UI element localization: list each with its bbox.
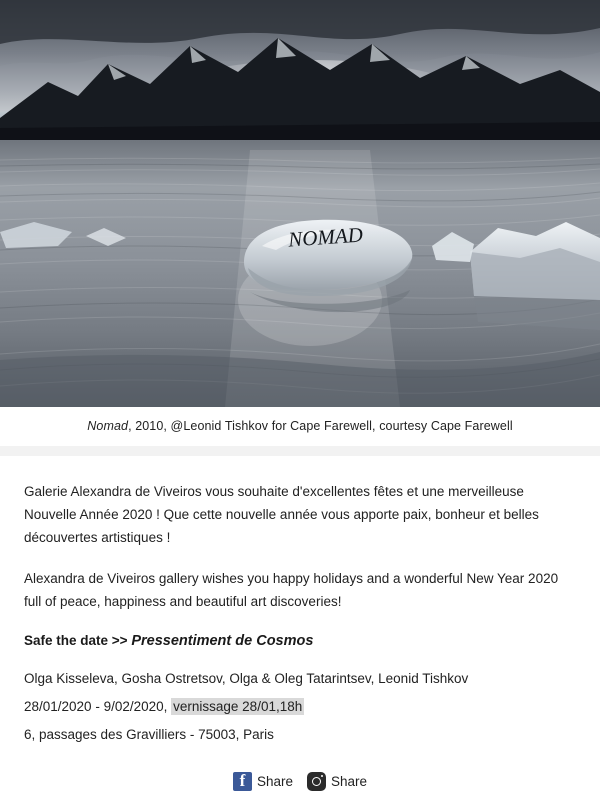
ice-inscription: NOMAD <box>287 222 364 252</box>
greeting-paragraph-fr: Galerie Alexandra de Viveiros vous souhaite d'excellentes fêtes et une merveilleuse Nouvelle Année 2020 ! Que cette nouvelle année vous apporte paix, bonheur et belles découvertes artistiques ! <box>24 484 539 546</box>
exhibition-dates <box>24 695 576 719</box>
caption-title: Nomad <box>87 419 129 433</box>
share-row <box>24 772 576 791</box>
instagram-icon <box>307 772 326 791</box>
facebook-share-label: Share <box>256 774 293 790</box>
artists-list: Olga Kisseleva, Gosha Ostretsov, Olga & Oleg Tatarintsev, Leonid Tishkov <box>24 671 469 687</box>
vernissage-highlight: vernissage 28/01,18h <box>173 698 303 714</box>
facebook-icon <box>233 772 252 791</box>
save-the-date-label: Safe the date >> <box>24 633 128 649</box>
instagram-share-label: Share <box>331 774 368 790</box>
greeting-paragraph-en: Alexandra de Viveiros gallery wishes you happy holidays and a wonderful New Year 2020 full of peace, happiness and beautiful art discoveries! <box>24 570 559 609</box>
save-the-date-line <box>24 630 576 653</box>
body-content <box>0 456 600 791</box>
section-divider <box>0 446 600 456</box>
caption-text <box>87 419 512 433</box>
image-caption <box>0 407 600 446</box>
gallery-address: 6, passages des Gravilliers - 75003, Paris <box>24 726 274 742</box>
dates-range: 28/01/2020 - 9/02/2020, <box>24 698 168 714</box>
instagram-share-button[interactable] <box>307 772 367 791</box>
caption-rest: , 2010, @Leonid Tishkov for Cape Farewell, courtesy Cape Farewell <box>128 419 513 433</box>
facebook-share-button[interactable] <box>233 772 293 791</box>
exhibition-title: Pressentiment de Cosmos <box>131 633 314 650</box>
